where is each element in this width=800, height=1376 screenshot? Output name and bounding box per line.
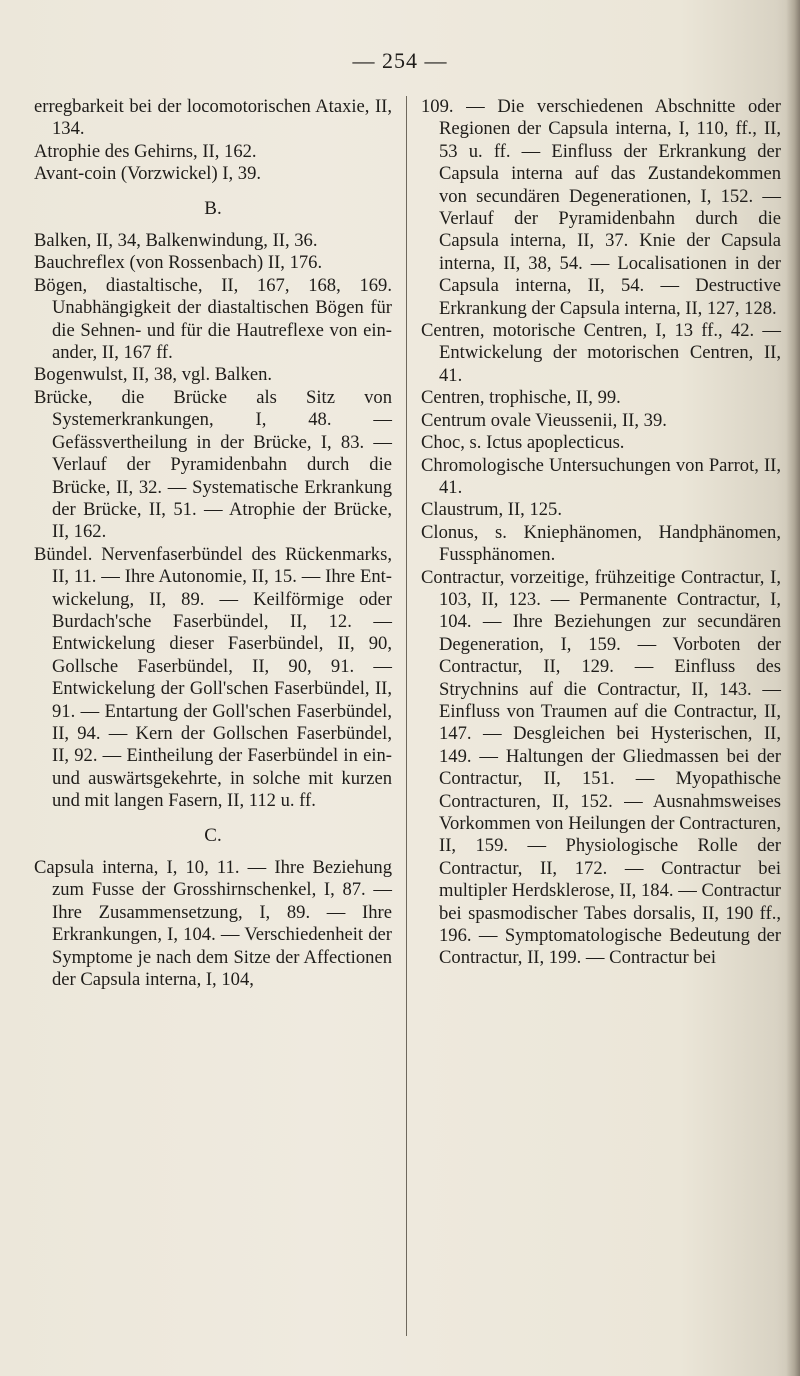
- index-entry: Avant-coin (Vorzwickel) I, 39.: [34, 163, 262, 185]
- left-column: [34, 96, 392, 991]
- section-heading: B.: [204, 197, 222, 219]
- index-entry: Capsula interna, I, 10, 11. — Ihre Beziehung zum Fusse der Grosshirnschenkel, I, 87. — Ihre Zusammensetzung, I, 89. — Ihre Erkrankungen, I, 104. — Verschiedenheit der Symptome je nach dem Sitze der Affectionen der Capsula interna, I, 104,: [34, 857, 392, 991]
- index-entry: Atrophie des Gehirns, II, 162.: [34, 140, 257, 162]
- page-number: — 254 —: [352, 48, 448, 73]
- index-entry: Chromologische Untersuchungen von Parrot, II, 41.: [421, 454, 781, 498]
- section-heading: C.: [204, 824, 222, 846]
- index-entry: Choc, s. Ictus apoplecticus.: [421, 432, 625, 454]
- index-entry: erregbarkeit bei der locomotorischen Ataxie, II, 134.: [34, 96, 392, 140]
- index-entry: Contractur, vorzeitige, frühzeitige Contractur, I, 103, II, 123. — Permanente Contractur, I, 104. — Ihre Beziehungen zur secundären Degeneration, I, 159. — Vorboten der Contractur, II, 129. — Einfluss des Strychnins auf die Contractur, II, 143. — Einfluss von Traumen auf die Contractur, II, 147. — Desgleichen bei Hysterischen, II, 149. — Haltungen der Gliedmassen bei der Contractur, II, 151. — Myopathische Contracturen, II, 152. — Ausnahmsweises Vorkommen von Heilungen der Contracturen, II, 159. — Physiologische Rolle der Contractur, II, 172. — Contractur bei multipler Herdsklerose, II, 184. — Contractur bei spasmodischer Tabes dorsalis, II, 190 ff., 196. — Symptomatologische Bedeutung der Contractur, II, 199. — Contractur bei: [421, 566, 781, 969]
- index-entry: Centren, motorische Centren, I, 13 ff., 42. — Entwickelung der motorischen Centren, II, 41.: [421, 320, 781, 386]
- right-column: [421, 96, 781, 970]
- index-entry: Bögen, diastaltische, II, 167, 168, 169. Unabhängigkeit der diastaltischen Bögen für die Sehnen- und für die Hautreflexe von einander, II, 167 ff.: [34, 274, 392, 364]
- page-edge-shadow: [786, 0, 800, 1376]
- column-divider: [406, 96, 407, 1336]
- index-entry: Bogenwulst, II, 38, vgl. Balken.: [34, 364, 273, 386]
- index-entry: Bündel. Nervenfaserbündel des Rückenmarks, II, 11. — Ihre Autonomie, II, 15. — Ihre Entwickelung, II, 89. — Keilförmige oder Burdach'sche Faserbündel, II, 12. — Entwickelung dieser Faserbündel, II, 90, Gollsche Faserbündel, II, 90, 91. — Entwickelung der Goll'schen Faserbündel, II, 91. — Entartung der Goll'schen Faserbündel, II, 94. — Kern der Gollschen Faserbündel, II, 92. — Eintheilung der Faserbündel in ein- und auswärtsgekehrte, in solche mit kurzen und mit langen Fasern, II, 112 u. ff.: [34, 543, 392, 812]
- index-entry: Clonus, s. Kniephänomen, Handphänomen, Fussphänomen.: [421, 521, 781, 566]
- index-entry: Balken, II, 34, Balkenwindung, II, 36.: [34, 230, 318, 252]
- index-entry: Bauchreflex (von Rossenbach) II, 176.: [34, 252, 323, 274]
- index-entry: Centren, trophische, II, 99.: [421, 387, 621, 409]
- index-entry: 109. — Die verschiedenen Abschnitte oder Regionen der Capsula interna, I, 110, ff., II, 53 u. ff. — Einfluss der Erkrankung der Capsula interna auf das Zustandekommen von secundären Degenerationen, I, 152. — Verlauf der Pyramidenbahn durch die Capsula interna, II, 37. Knie der Capsula interna, II, 38, 54. — Localisationen in der Capsula interna, II, 54. — Destructive Erkrankung der Capsula interna, II, 127, 128.: [421, 96, 781, 319]
- index-entry: Centrum ovale Vieussenii, II, 39.: [421, 409, 667, 431]
- index-entry: Brücke, die Brücke als Sitz von Systemerkrankungen, I, 48. — Gefässvertheilung in der Brücke, I, 83. — Verlauf der Pyramidenbahn durch die Brücke, II, 32. — Systematische Erkrankung der Brücke, II, 51. — Atrophie der Brücke, II, 162.: [34, 386, 392, 543]
- index-entry: Claustrum, II, 125.: [421, 499, 562, 521]
